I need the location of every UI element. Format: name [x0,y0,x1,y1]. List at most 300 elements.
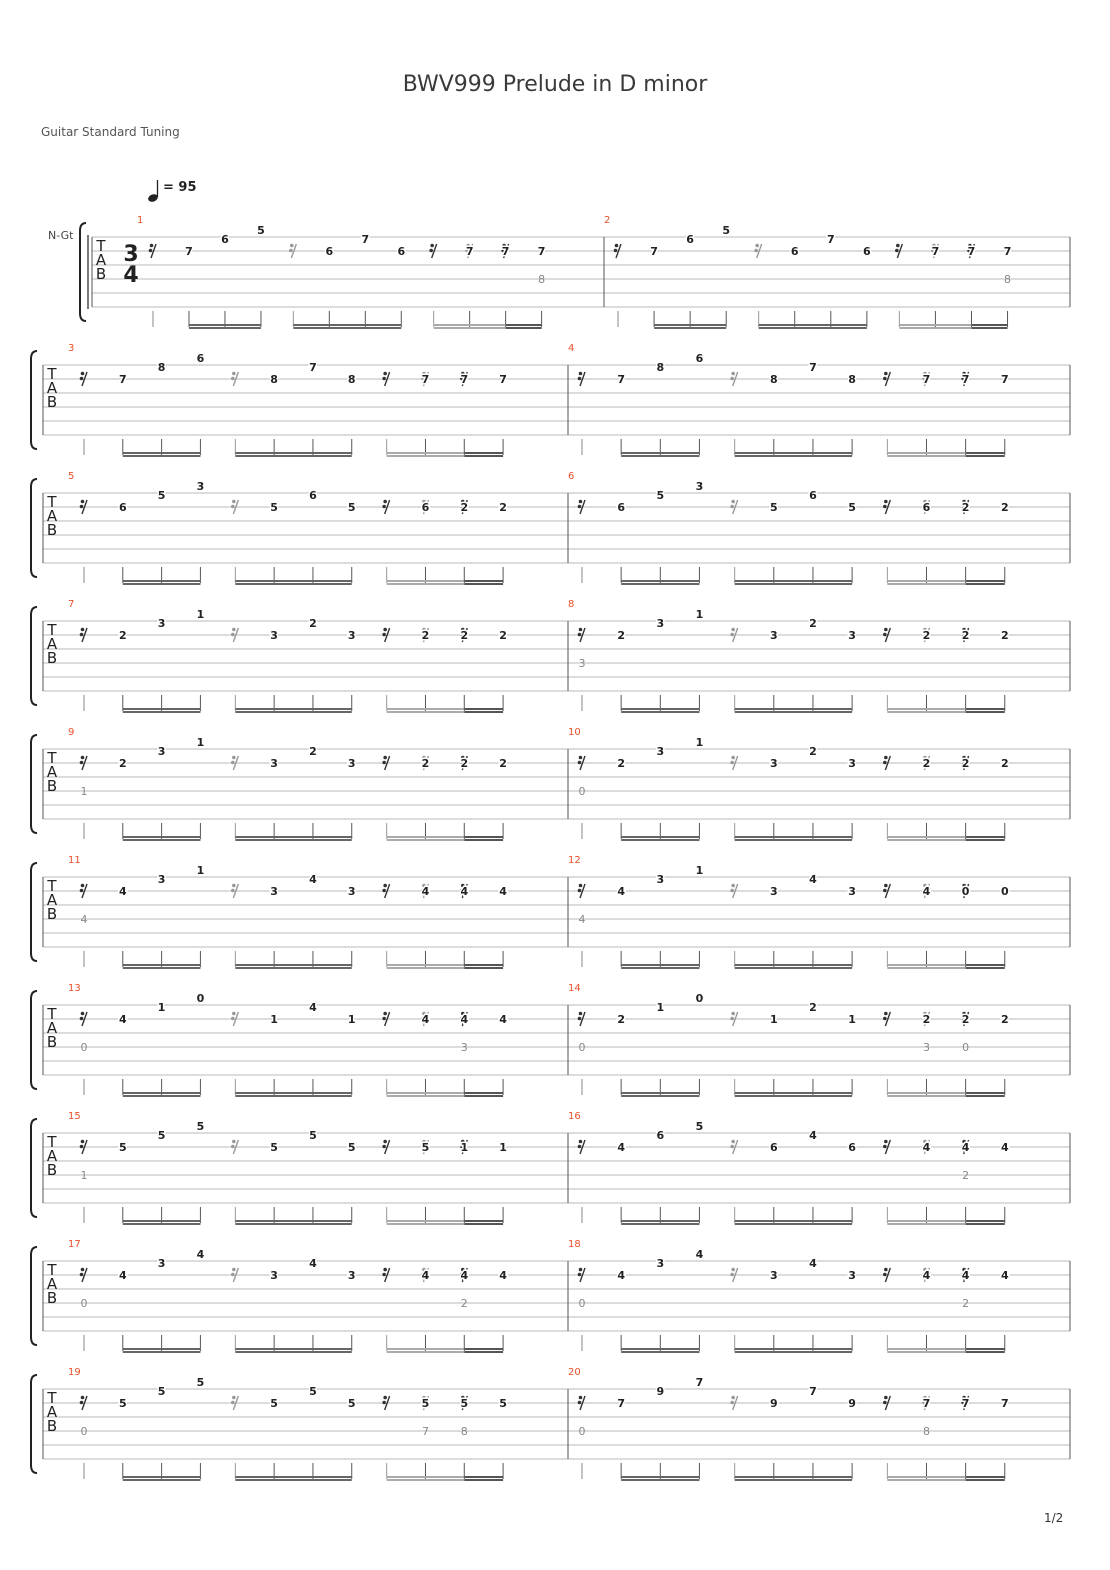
tab-note: 5 [118,1141,127,1154]
beam [887,452,965,454]
beam [759,327,867,329]
beam [189,324,261,326]
tab-clef-letter: T [47,493,57,511]
tab-note: 5 [257,224,265,237]
tab-note: 6 [656,1129,665,1142]
measure-number: 10 [568,727,581,738]
beam [966,1479,1005,1481]
beam [621,1095,699,1097]
beam [464,964,503,966]
measure [568,1367,1009,1481]
beam [464,711,503,713]
beam [235,1351,351,1353]
bass-note: 0 [578,1297,586,1310]
tab-note: 4 [809,873,817,886]
tab-note: 6 [617,501,625,514]
beam [123,708,201,710]
beam [621,708,699,710]
system-bracket [31,1375,37,1473]
tab-note: 1 [848,1013,856,1026]
tab-note: 5 [421,1397,430,1410]
beam [387,1095,465,1097]
system-bracket [31,351,37,449]
beam [621,1220,699,1222]
tab-note: 3 [769,757,778,770]
beam [387,708,465,710]
tab-note: 2 [922,629,931,642]
tab-note: 8 [347,373,356,386]
beam [735,1351,852,1353]
measure [68,1367,507,1481]
beam [966,836,1005,838]
tab-note: 1 [196,608,205,621]
beam [235,839,351,841]
measure [568,983,1009,1097]
tab-note: 8 [848,373,856,386]
tab-note: 5 [769,501,778,514]
beam [387,455,465,457]
tab-note: 2 [617,629,625,642]
beam [735,1095,852,1097]
beam [966,1223,1005,1225]
measure [68,343,507,457]
tab-note: 7 [465,245,474,258]
tab-note: 3 [769,1269,778,1282]
tab-note: 6 [118,501,127,514]
measure [568,471,1009,585]
beam [235,455,351,457]
tab-note: 2 [499,501,507,514]
beam [123,455,201,457]
beam [123,583,201,585]
beam [887,1223,965,1225]
beam [971,327,1007,329]
beam [887,455,965,457]
beam [887,1476,965,1478]
beam [506,324,542,326]
beam [387,583,465,585]
staff-system [31,983,1070,1097]
beam [387,839,465,841]
beam [621,1223,699,1225]
measure-number: 8 [568,599,575,610]
beam [464,1476,503,1478]
beam [464,839,503,841]
tab-clef-letter: A [46,1275,58,1293]
beam [123,580,201,582]
beam [123,1095,201,1097]
chord-note: 8 [1004,273,1012,286]
beam [621,1479,699,1481]
tab-note: 3 [196,480,205,493]
beam [735,1479,852,1481]
system-bracket [31,863,37,961]
tab-clef-letter: T [47,749,57,767]
beam [235,583,351,585]
beam [235,1479,351,1481]
beam [621,583,699,585]
beam [966,1348,1005,1350]
measure-number: 13 [68,983,81,994]
measure-number: 9 [68,727,75,738]
measure-number: 1 [137,215,144,226]
tab-note: 5 [656,489,665,502]
tab-note: 2 [809,745,817,758]
measure [68,1111,507,1225]
measure-number: 11 [68,855,81,866]
tab-note: 3 [157,873,166,886]
chord-note: 3 [922,1041,930,1054]
measure [68,855,507,969]
tab-note: 3 [347,885,356,898]
tab-note: 6 [421,501,430,514]
tab-note: 7 [421,373,430,386]
tab-clef-letter: A [46,763,58,781]
tab-note: 4 [460,1013,469,1026]
tab-note: 7 [460,373,469,386]
page-number: 1/2 [1044,1511,1064,1525]
measure-number: 3 [68,343,75,354]
tab-note: 5 [421,1141,430,1154]
measure-number: 5 [68,471,75,482]
bass-note: 0 [578,785,586,798]
tab-note: 8 [769,373,778,386]
system-bracket [31,607,37,705]
tab-note: 6 [397,245,406,258]
beam [759,324,867,326]
chord-note: 2 [962,1169,970,1182]
beam [899,324,971,326]
tab-note: 7 [1000,1397,1009,1410]
tab-note: 4 [1000,1141,1009,1154]
tab-note: 2 [617,757,625,770]
beam [235,1092,351,1094]
beam [464,580,503,582]
measure [68,983,507,1097]
beam [735,580,852,582]
tab-note: 7 [961,373,970,386]
tab-note: 1 [157,1001,166,1014]
tab-note: 7 [931,245,940,258]
beam [887,836,965,838]
time-signature-bottom: 4 [123,263,139,288]
tab-note: 3 [656,745,665,758]
tab-note: 3 [347,757,356,770]
beam [123,839,201,841]
tab-note: 2 [961,1013,970,1026]
tab-clef-letter: B [46,1033,58,1051]
tab-note: 7 [695,1376,704,1389]
bass-note: 4 [80,913,88,926]
beam [621,836,699,838]
system-bracket [31,479,37,577]
measure-number: 20 [568,1367,581,1378]
tab-note: 4 [499,1013,507,1026]
bass-note: 0 [80,1041,88,1054]
tab-note: 2 [809,1001,817,1014]
measure-number: 4 [568,343,575,354]
tab-note: 5 [196,1376,205,1389]
beam [464,452,503,454]
tab-note: 2 [961,757,970,770]
tab-note: 2 [118,757,127,770]
beam [735,839,852,841]
tab-note: 3 [270,885,278,898]
tab-clef-letter: T [47,877,57,895]
beam [887,964,965,966]
beam [966,1220,1005,1222]
tab-note: 5 [309,1385,317,1398]
staff-system [31,1367,1070,1481]
tab-clef-letter: T [47,1389,57,1407]
beam [621,1476,699,1478]
tab-note: 4 [809,1257,817,1270]
tab-clef-letter: B [46,1417,58,1435]
tab-note: 5 [695,1120,704,1133]
tab-note: 6 [309,489,317,502]
tab-note: 1 [695,736,704,749]
tab-note: 4 [118,1269,127,1282]
chord-note: 2 [962,1297,970,1310]
tab-note: 4 [421,1013,430,1026]
beam [966,452,1005,454]
tab-note: 2 [460,757,469,770]
beam [735,1348,852,1350]
beam [464,1479,503,1481]
bass-note: 0 [578,1041,586,1054]
tab-note: 5 [270,1397,278,1410]
tab-note: 1 [196,864,205,877]
measure [568,1239,1009,1353]
tab-note: 3 [769,629,778,642]
score-title: BWV999 Prelude in D minor [402,72,708,97]
beam [735,708,852,710]
tab-note: 4 [922,885,931,898]
tab-note: 7 [499,373,507,386]
bass-note: 0 [80,1297,88,1310]
tab-clef-letter: B [46,649,58,667]
tab-clef-letter: A [46,635,58,653]
beam [464,1348,503,1350]
beam [971,324,1007,326]
beam [123,1351,201,1353]
beam [235,711,351,713]
tab-note: 7 [361,233,370,246]
tab-note: 0 [1000,885,1009,898]
beam [464,1092,503,1094]
tab-clef-letter: T [47,1005,57,1023]
tuning-label: Guitar Standard Tuning [41,125,180,139]
tab-note: 7 [1003,245,1012,258]
system-bracket [31,735,37,833]
beam [506,327,542,329]
beam [464,1220,503,1222]
beam [123,1092,201,1094]
tab-note: 1 [695,864,704,877]
tab-note: 2 [922,1013,931,1026]
measure [568,599,1009,713]
tab-note: 7 [809,1385,817,1398]
tab-clef-letter: B [95,265,107,283]
tab-note: 3 [848,757,856,770]
beam [899,327,971,329]
tab-note: 1 [769,1013,778,1026]
tab-note: 3 [656,873,665,886]
tab-note: 6 [221,233,229,246]
beam [464,836,503,838]
tab-note: 0 [961,885,970,898]
measure-number: 16 [568,1111,581,1122]
tab-note: 6 [769,1141,778,1154]
beam [966,455,1005,457]
tab-note: 2 [460,501,469,514]
beam [966,583,1005,585]
tab-note: 3 [848,1269,856,1282]
beam [123,964,201,966]
beam [966,964,1005,966]
tab-note: 5 [499,1397,507,1410]
tab-note: 4 [196,1248,205,1261]
tab-clef-letter: B [46,1289,58,1307]
beam [621,455,699,457]
beam [966,580,1005,582]
tab-clef-letter: B [46,777,58,795]
tab-note: 2 [961,501,970,514]
measure-number: 7 [68,599,75,610]
beam [887,967,965,969]
tab-note: 6 [863,245,871,258]
measure [137,215,545,329]
measure-number: 15 [68,1111,81,1122]
tab-note: 3 [769,885,778,898]
tab-note: 5 [848,501,856,514]
beam [235,1220,351,1222]
system-bracket [80,223,86,321]
beam [621,711,699,713]
tab-note: 1 [196,736,205,749]
bass-note: 1 [80,1169,88,1182]
beam [887,708,965,710]
staff-system [31,599,1070,713]
beam [123,1220,201,1222]
tab-clef-letter: B [46,393,58,411]
tab-clef-letter: B [46,905,58,923]
measure-number: 12 [568,855,581,866]
measure-number: 18 [568,1239,581,1250]
tab-note: 7 [922,1397,931,1410]
staff-system [31,855,1070,969]
beam [464,967,503,969]
beam [735,964,852,966]
tab-note: 3 [270,629,278,642]
beam [887,1348,965,1350]
tab-note: 1 [695,608,704,621]
tab-note: 3 [695,480,704,493]
beam [387,711,465,713]
beam [735,1092,852,1094]
staff-system [31,1111,1070,1225]
tab-clef-letter: T [47,621,57,639]
tab-note: 2 [1000,501,1009,514]
beam [621,967,699,969]
tab-note: 8 [270,373,278,386]
beam [387,580,465,582]
beam [235,1476,351,1478]
instrument-label: N-Gt [48,229,74,242]
tab-note: 5 [157,489,166,502]
tab-clef-letter: T [47,1133,57,1151]
measure [68,1239,507,1353]
tab-note: 1 [656,1001,665,1014]
beam [235,1223,351,1225]
beam [621,1351,699,1353]
beam [621,839,699,841]
beam [966,1351,1005,1353]
system-bracket [31,991,37,1089]
beam [966,1095,1005,1097]
tab-note: 6 [196,352,205,365]
tab-note: 5 [118,1397,127,1410]
tab-clef-letter: A [46,1403,58,1421]
chord-note: 2 [460,1297,468,1310]
tab-note: 9 [769,1397,778,1410]
tab-note: 7 [617,1397,625,1410]
staff-system [31,471,1070,585]
tab-note: 5 [347,1141,356,1154]
tab-clef-letter: T [47,365,57,383]
tab-note: 5 [460,1397,469,1410]
tab-note: 8 [157,361,166,374]
tab-note: 4 [961,1269,970,1282]
beam [123,1348,201,1350]
tab-note: 5 [309,1129,317,1142]
beam [735,583,852,585]
tab-note: 6 [686,233,694,246]
beam [387,1220,465,1222]
measure [568,855,1009,969]
measure [604,215,1011,329]
beam [235,1348,351,1350]
beam [189,327,261,329]
bass-note: 0 [578,1425,586,1438]
beam [735,711,852,713]
tab-note: 6 [809,489,817,502]
tab-note: 6 [325,245,334,258]
tab-note: 5 [347,1397,356,1410]
beam [235,1095,351,1097]
tab-note: 1 [460,1141,469,1154]
tab-note: 7 [922,373,931,386]
bass-note: 3 [578,657,586,670]
tab-clef-letter: T [96,237,106,255]
tab-note: 2 [421,757,430,770]
tab-note: 7 [967,245,976,258]
beam [293,327,401,329]
beam [387,1351,465,1353]
tab-note: 6 [922,501,931,514]
measure [68,599,507,713]
beam [387,964,465,966]
tab-note: 2 [617,1013,625,1026]
tab-note: 5 [196,1120,205,1133]
tab-note: 7 [961,1397,970,1410]
bass-note: 0 [80,1425,88,1438]
tab-note: 7 [185,245,193,258]
beam [887,1095,965,1097]
tab-note: 3 [270,757,278,770]
beam [387,1476,465,1478]
tab-note: 4 [460,1269,469,1282]
